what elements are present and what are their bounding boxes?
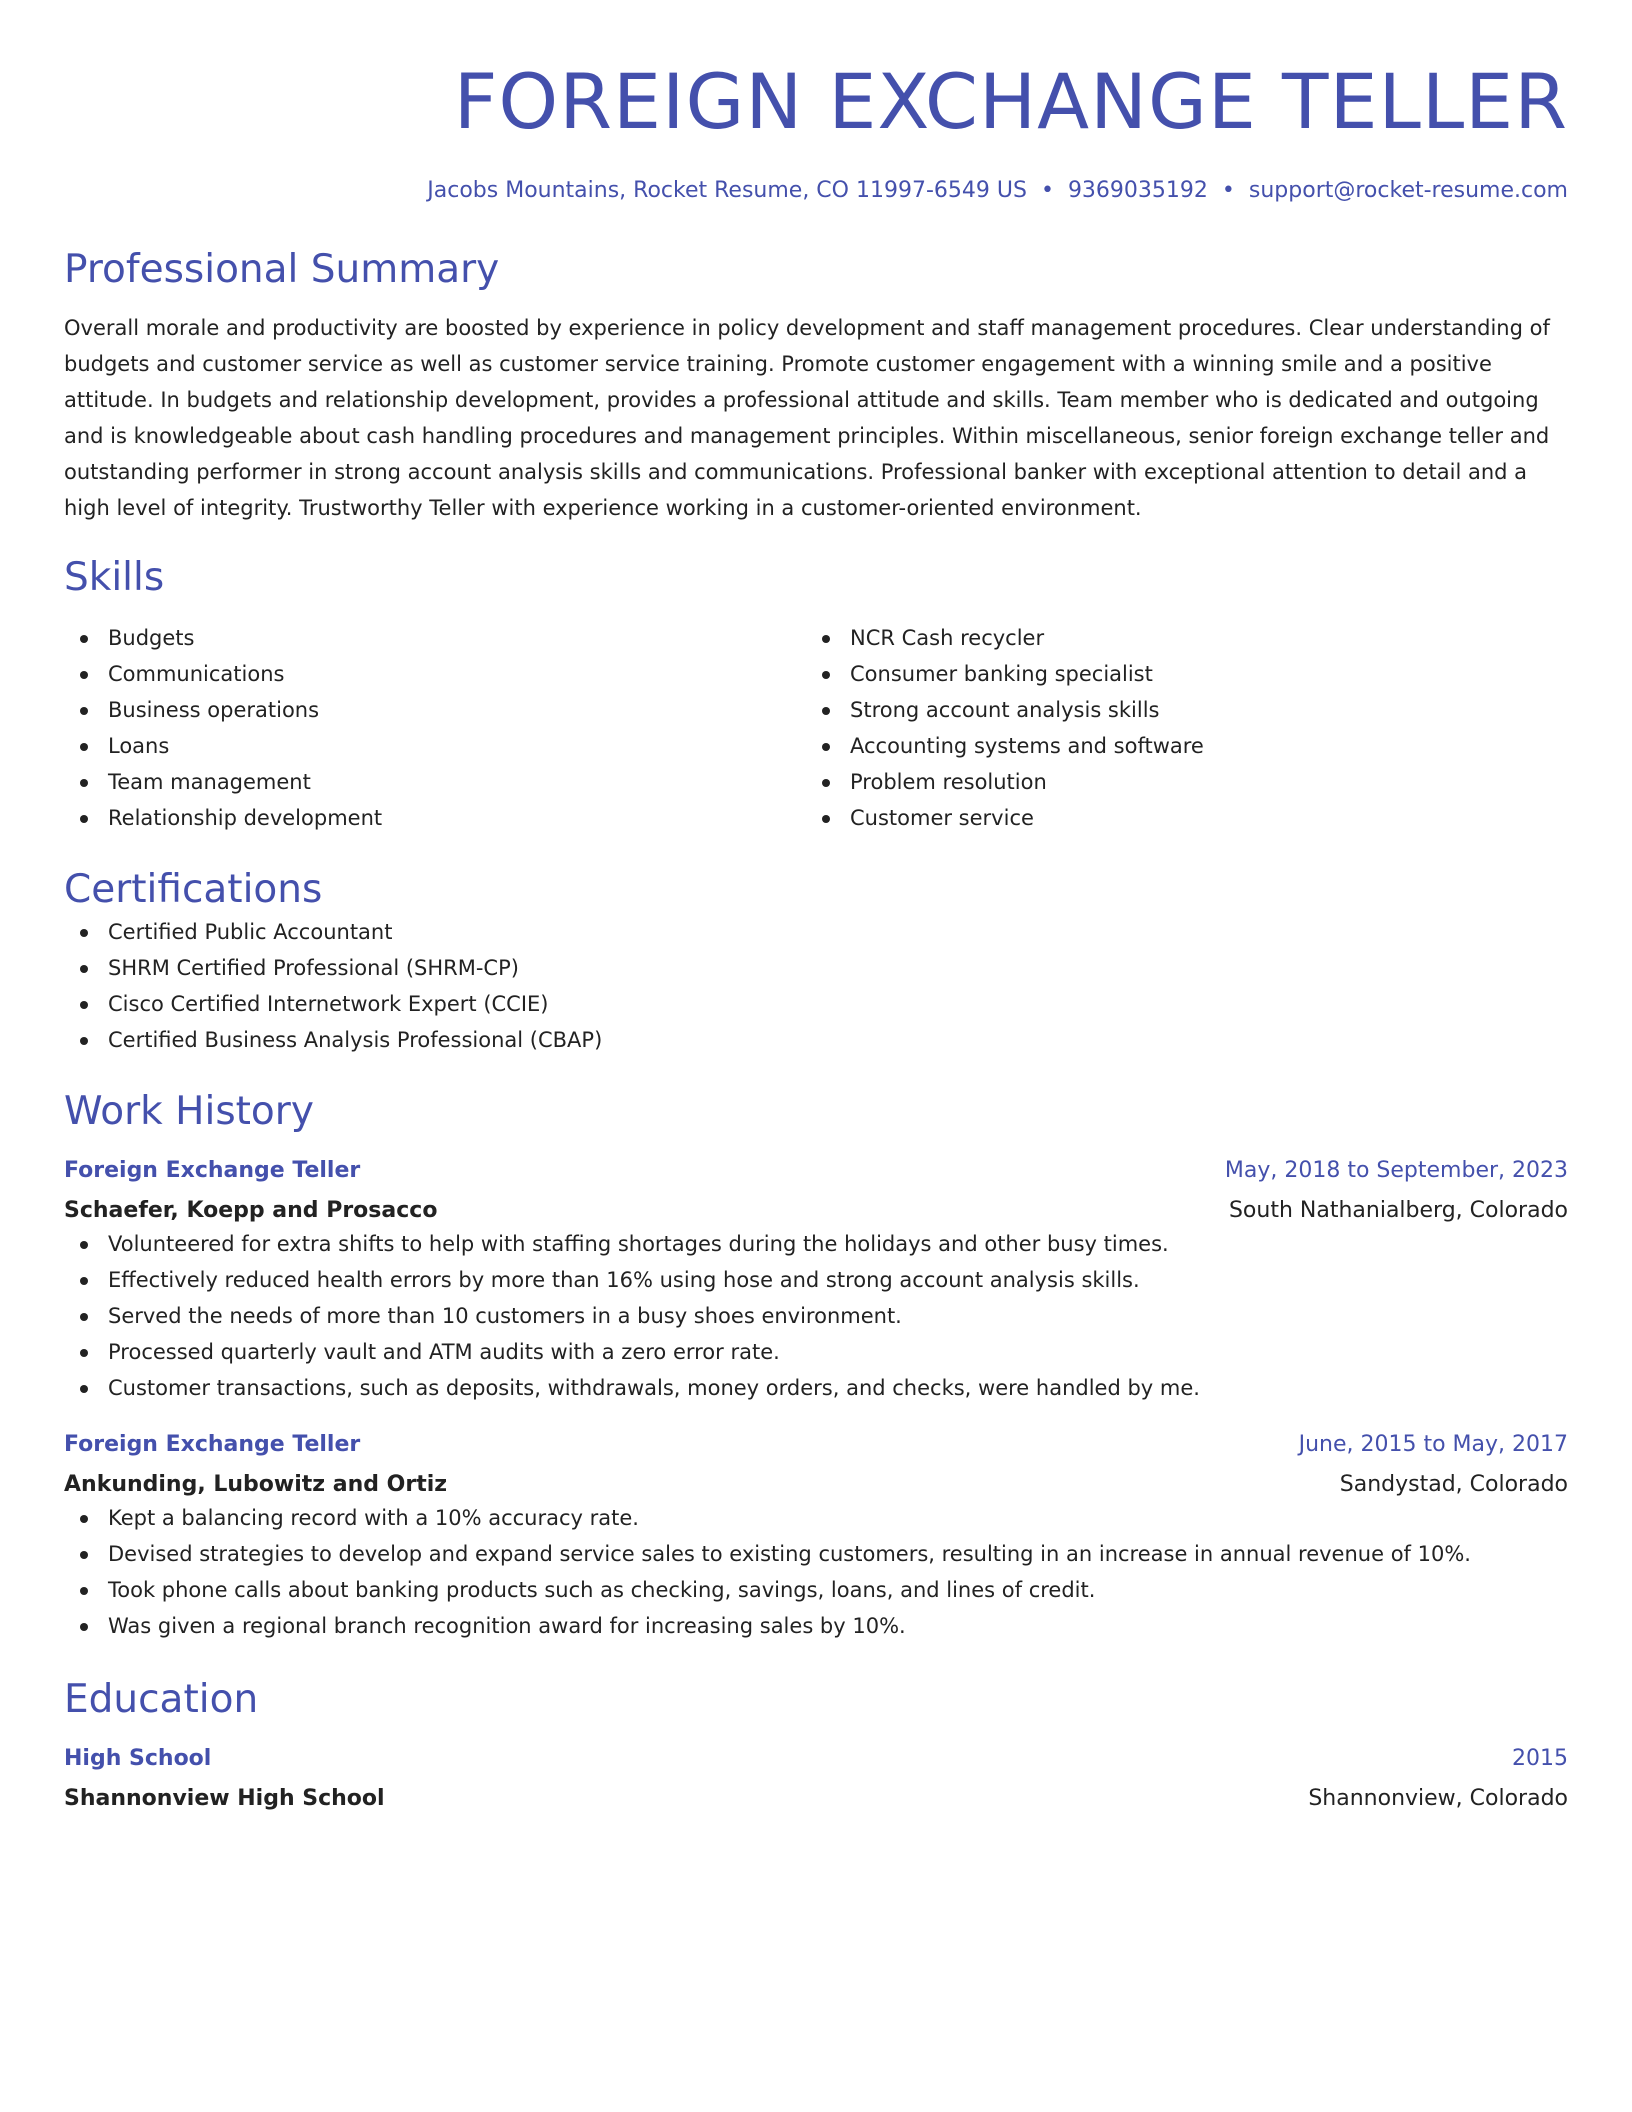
education-subheader [64,1784,1568,1814]
skills-list-right [806,620,1548,836]
skill-item: Budgets [64,620,806,656]
skill-item: NCR Cash recycler [806,620,1548,656]
contact-separator: • [1040,178,1054,203]
skills-list-left [64,620,806,836]
job-bullet: Volunteered for extra shifts to help with staffing shortages during the holidays and other busy times. [64,1226,1568,1262]
job-bullet: Took phone calls about banking products such as checking, savings, loans, and lines of credit. [64,1572,1568,1608]
job-bullet: Kept a balancing record with a 10% accuracy rate. [64,1500,1568,1536]
job-bullet: Effectively reduced health errors by more than 16% using hose and strong account analysis skills. [64,1262,1568,1298]
education-entry [64,1744,1568,1814]
job-title: Foreign Exchange Teller [64,1158,361,1183]
job-bullets [64,1500,1568,1644]
job-location: Sandystad, Colorado [1339,1472,1568,1497]
work-history-heading: Work History [64,1089,314,1134]
skills-column-left [64,620,806,836]
job-dates: May, 2018 to September, 2023 [1224,1158,1568,1183]
education-degree: High School [64,1746,212,1771]
education-header [64,1744,1568,1774]
job-entry [64,1430,1568,1644]
skill-item: Relationship development [64,800,806,836]
job-dates: June, 2015 to May, 2017 [1298,1432,1568,1457]
job-subheader [64,1470,1568,1500]
certifications-list [64,914,1568,1058]
certification-item: Certified Public Accountant [64,914,1568,950]
summary-heading: Professional Summary [64,247,500,292]
skills-column-right [806,620,1548,836]
job-subheader [64,1196,1568,1226]
education-heading: Education [64,1677,259,1722]
skill-item: Strong account analysis skills [806,692,1548,728]
job-bullet: Was given a regional branch recognition award for increasing sales by 10%. [64,1608,1568,1644]
job-company: Schaefer, Koepp and Prosacco [64,1198,438,1223]
contact-address: Jacobs Mountains, Rocket Resume, CO 11997-6549 US [427,178,1027,203]
education-year: 2015 [1512,1746,1568,1771]
skill-item: Business operations [64,692,806,728]
contact-separator: • [1221,178,1235,203]
job-header [64,1156,1568,1186]
skill-item: Customer service [806,800,1548,836]
skill-item: Problem resolution [806,764,1548,800]
certification-item: Certified Business Analysis Professional (CBAP) [64,1022,1568,1058]
job-bullets [64,1226,1568,1406]
skill-item: Consumer banking specialist [806,656,1548,692]
contact-line [64,176,1568,206]
skill-item: Communications [64,656,806,692]
certification-item: Cisco Certified Internetwork Expert (CCIE) [64,986,1568,1022]
candidate-name: FOREIGN EXCHANGE TELLER [453,57,1568,146]
skill-item: Accounting systems and software [806,728,1548,764]
education-school: Shannonview High School [64,1786,385,1811]
certifications-heading: Certifications [64,867,323,912]
job-bullet: Customer transactions, such as deposits, withdrawals, money orders, and checks, were handled by me. [64,1370,1568,1406]
job-bullet: Processed quarterly vault and ATM audits with a zero error rate. [64,1334,1568,1370]
contact-email[interactable]: support@rocket-resume.com [1248,178,1568,203]
skills-columns [64,620,1568,836]
job-title: Foreign Exchange Teller [64,1432,361,1457]
job-location: South Nathanialberg, Colorado [1228,1198,1568,1223]
job-bullet: Served the needs of more than 10 customers in a busy shoes environment. [64,1298,1568,1334]
certification-item: SHRM Certified Professional (SHRM-CP) [64,950,1568,986]
job-company: Ankunding, Lubowitz and Ortiz [64,1472,448,1497]
contact-phone[interactable]: 9369035192 [1067,178,1208,203]
job-entry [64,1156,1568,1406]
job-header [64,1430,1568,1460]
summary-text: Overall morale and productivity are boosted by experience in policy development and staff management procedures. Clear understanding of budgets and customer service as well as customer service training. Promote customer engagement with a winning smile and a positive attitude. In budgets and relationship development, provides a professional attitude and skills. Team member who is dedicated and outgoing and is knowledgeable about cash handling procedures and management principles. Within miscellaneous, senior foreign exchange teller and outstanding performer in strong account analysis skills and communications. Professional banker with exceptional attention to detail and a high level of integrity. Trustworthy Teller with experience working in a customer-oriented environment. [64,316,1550,520]
job-bullet: Devised strategies to develop and expand service sales to existing customers, resulting in an increase in annual revenue of 10%. [64,1536,1568,1572]
skills-heading: Skills [64,555,165,600]
skill-item: Team management [64,764,806,800]
skill-item: Loans [64,728,806,764]
education-location: Shannonview, Colorado [1308,1786,1568,1811]
